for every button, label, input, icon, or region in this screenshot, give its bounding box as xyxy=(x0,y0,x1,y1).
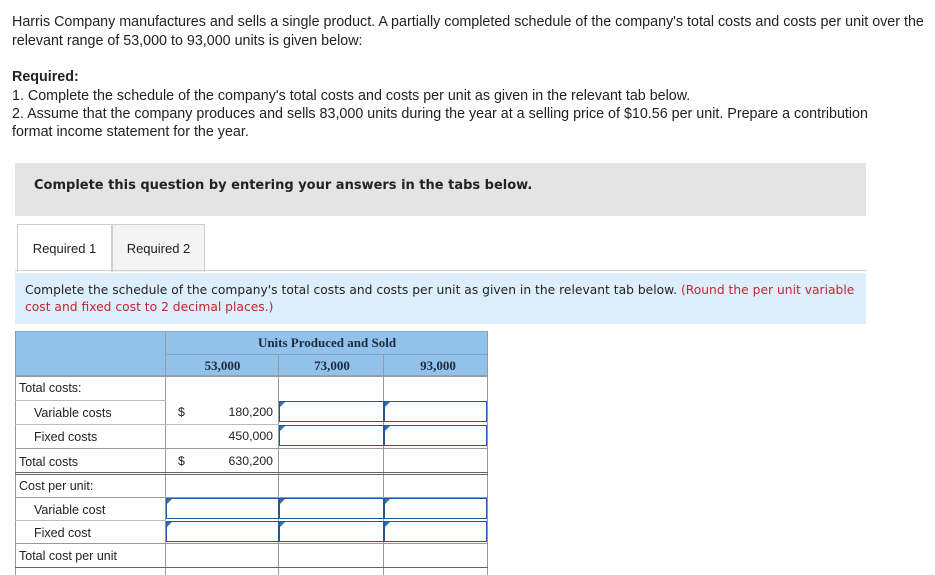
row-label-cost-per-unit-heading: Cost per unit: xyxy=(19,479,94,493)
row-divider xyxy=(15,474,488,475)
row-label-total-cost-per-unit: Total cost per unit xyxy=(19,549,117,563)
fixed-cost-per-unit-93000-input[interactable] xyxy=(384,521,487,542)
column-divider xyxy=(487,331,488,575)
fixed-costs-53000: 450,000 xyxy=(228,429,273,443)
variable-costs-53000: 180,200 xyxy=(228,405,273,419)
row-label-total-costs: Total costs xyxy=(19,455,79,469)
header-divider xyxy=(166,354,488,355)
row-divider xyxy=(15,520,166,521)
row-label-fixed-costs: Fixed costs xyxy=(34,430,98,444)
units-header: Units Produced and Sold xyxy=(257,335,397,350)
row-divider xyxy=(15,424,279,425)
instruction-banner xyxy=(15,163,866,216)
variable-costs-73000-input[interactable] xyxy=(279,401,384,422)
tab-instructions xyxy=(15,273,866,324)
row-divider xyxy=(15,543,488,544)
tab-required-2[interactable]: Required 2 xyxy=(112,224,205,272)
column-header-73000: 73,000 xyxy=(314,358,350,373)
tab-required-1[interactable]: Required 1 xyxy=(17,224,112,272)
variable-cost-per-unit-93000-input[interactable] xyxy=(384,498,487,519)
column-header-93000: 93,000 xyxy=(420,358,456,373)
fixed-costs-93000-input[interactable] xyxy=(384,425,487,446)
fixed-cost-per-unit-53000-input[interactable] xyxy=(166,521,279,542)
rounding-note: (Round the per unit variable cost and fixed cost to 2 decimal places.) xyxy=(25,283,855,314)
currency-symbol: $ xyxy=(178,454,185,468)
required-item-1: 1. Complete the schedule of the company's total costs and costs per unit as given in the relevant tab below. xyxy=(12,88,691,104)
row-divider xyxy=(15,376,488,377)
row-divider xyxy=(15,448,488,449)
total-costs-53000: 630,200 xyxy=(228,454,273,468)
required-item-2: 2. Assume that the company produces and sells 83,000 units during the year at a selling price of $10.56 per unit. Prepare a contribution format income statement for the year. xyxy=(12,106,868,140)
row-label-fixed-cost: Fixed cost xyxy=(34,526,91,540)
required-list xyxy=(12,87,912,141)
row-divider xyxy=(15,472,488,473)
fixed-cost-per-unit-73000-input[interactable] xyxy=(279,521,384,542)
variable-costs-93000-input[interactable] xyxy=(384,401,487,422)
row-label-total-costs-heading: Total costs: xyxy=(19,381,82,395)
row-label-variable-costs: Variable costs xyxy=(34,406,112,420)
row-label-variable-cost: Variable cost xyxy=(34,503,106,517)
tab-divider xyxy=(15,270,866,271)
variable-cost-per-unit-53000-input[interactable] xyxy=(166,498,279,519)
row-divider xyxy=(15,567,488,568)
instructions-main: Complete the schedule of the company's total costs and costs per unit as given in the relevant tab below. xyxy=(25,283,678,297)
row-divider xyxy=(15,400,166,401)
banner-text: Complete this question by entering your answers in the tabs below. xyxy=(34,178,533,193)
column-header-53000: 53,000 xyxy=(204,358,241,373)
required-title: Required: xyxy=(12,69,79,85)
currency-symbol: $ xyxy=(178,405,185,419)
column-divider xyxy=(15,331,16,575)
intro-text: Harris Company manufactures and sells a single product. A partially completed schedule of the company's total costs and costs per unit over the relevant range of 53,000 to 93,000 units is given below: xyxy=(12,14,924,49)
variable-cost-per-unit-73000-input[interactable] xyxy=(279,498,384,519)
instructions-text xyxy=(25,282,855,315)
cost-schedule-table xyxy=(15,331,488,575)
fixed-costs-73000-input[interactable] xyxy=(279,425,384,446)
